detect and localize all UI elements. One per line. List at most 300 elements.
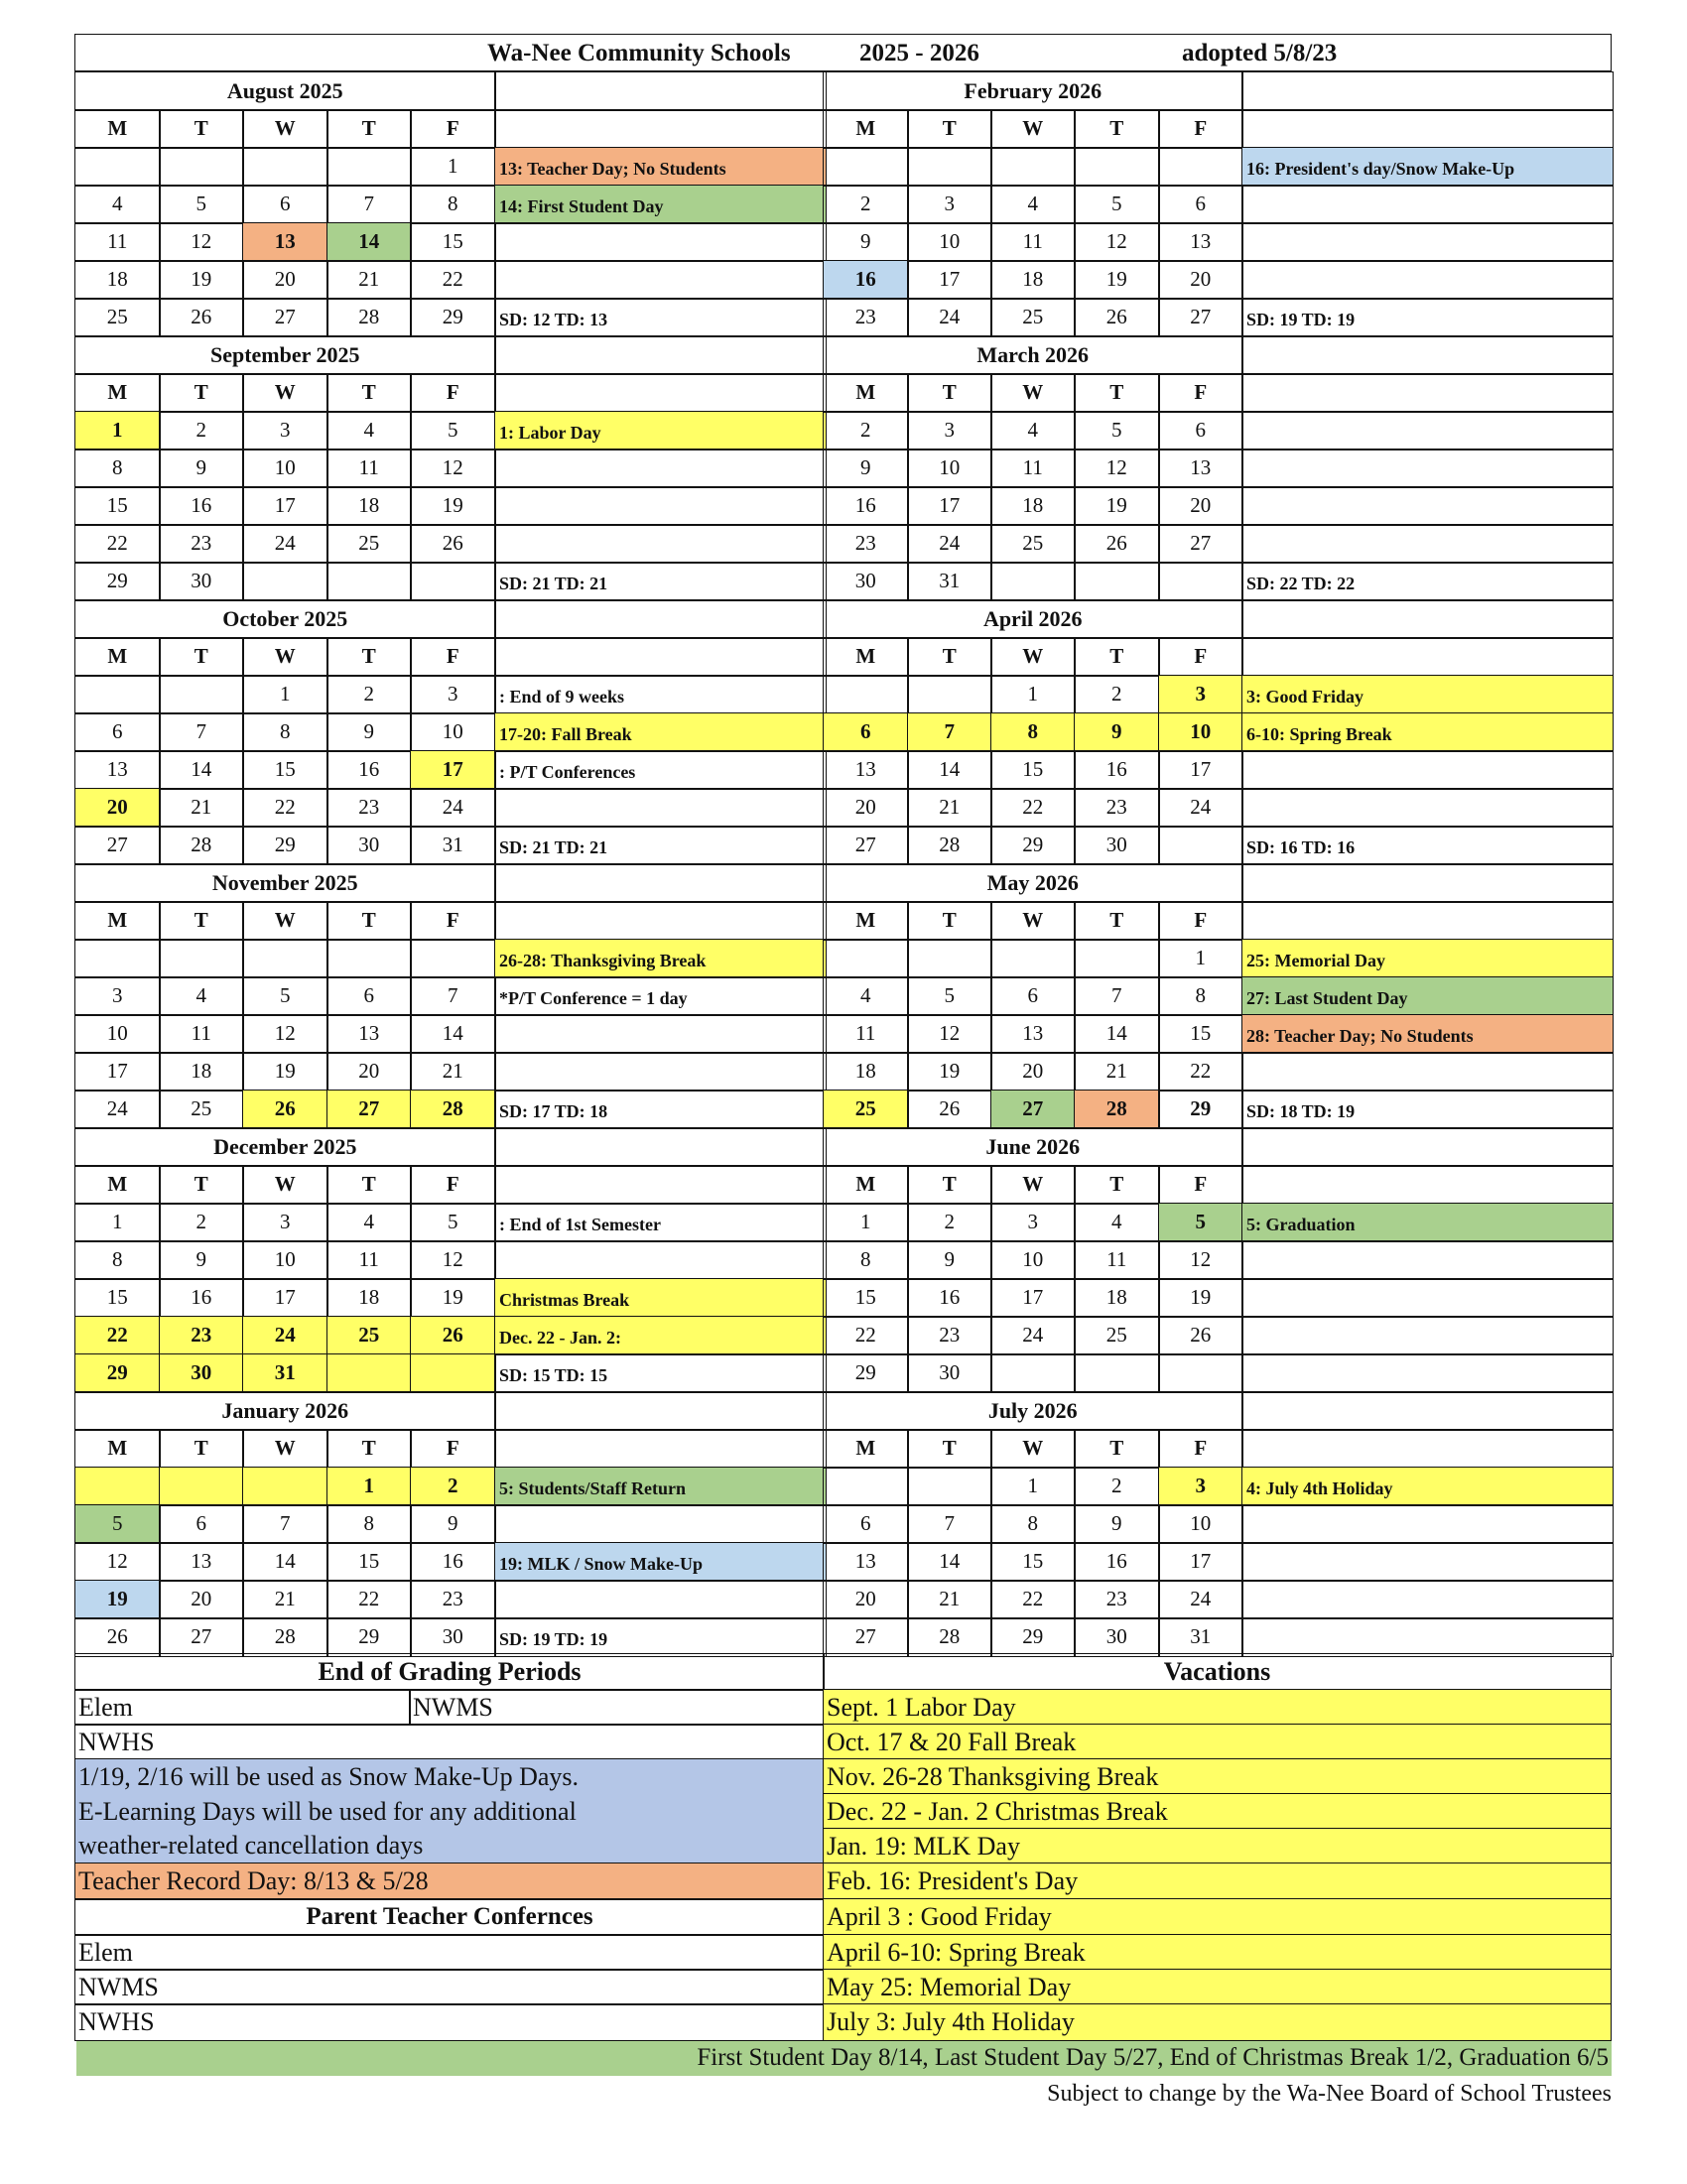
day-cell: 18: [159, 1052, 244, 1092]
day-cell: 16: [823, 486, 909, 526]
day-cell: 6: [1158, 185, 1243, 224]
day-cell: 8: [823, 1240, 909, 1280]
weekday-header: T: [907, 901, 992, 941]
snow-makeup-note: [74, 1758, 825, 1864]
day-cell: 24: [74, 1090, 161, 1129]
weekday-header: M: [74, 1429, 161, 1469]
day-cell: 7: [159, 712, 244, 752]
weekday-header: T: [907, 109, 992, 149]
day-cell: 15: [74, 1278, 161, 1318]
weekday-header: F: [410, 1165, 496, 1205]
event-cell-empty: [494, 1240, 827, 1280]
day-cell: 23: [1074, 1580, 1160, 1619]
day-cell: 1: [410, 147, 496, 187]
day-cell: 9: [1074, 1504, 1160, 1544]
day-cell: 14: [1074, 1014, 1160, 1054]
day-cell: 20: [242, 260, 328, 300]
day-cell: 8: [242, 712, 328, 752]
event-cell-empty: [494, 599, 827, 639]
day-cell: 27: [1158, 298, 1243, 337]
day-cell: [907, 939, 992, 978]
day-cell: 22: [326, 1580, 412, 1619]
event-note: : P/T Conferences: [494, 750, 827, 790]
weekday-header: M: [74, 1165, 161, 1205]
day-cell: 13: [1158, 222, 1243, 262]
day-cell: 18: [990, 260, 1076, 300]
day-cell: 6: [823, 712, 909, 752]
event-cell-empty: [1241, 524, 1614, 564]
weekday-header: M: [823, 637, 909, 677]
event-cell-empty: [1241, 788, 1614, 828]
day-cell: 9: [907, 1240, 992, 1280]
event-cell-empty: [1241, 1316, 1614, 1355]
weekday-header: T: [1074, 1165, 1160, 1205]
event-note: SD: 21 TD: 21: [494, 562, 827, 601]
day-cell: 29: [242, 826, 328, 865]
day-cell: 29: [74, 562, 161, 601]
day-cell: 3: [907, 185, 992, 224]
day-cell: [907, 675, 992, 714]
day-cell: 11: [990, 222, 1076, 262]
day-cell: 15: [823, 1278, 909, 1318]
day-cell: 28: [410, 1090, 496, 1129]
day-cell: 20: [990, 1052, 1076, 1092]
day-cell: 29: [990, 1617, 1076, 1657]
event-cell-empty: [494, 222, 827, 262]
day-cell: 20: [1158, 260, 1243, 300]
event-cell-empty: [1241, 1278, 1614, 1318]
day-cell: 15: [74, 486, 161, 526]
day-cell: 3: [1158, 675, 1243, 714]
day-cell: 11: [159, 1014, 244, 1054]
day-cell: 16: [326, 750, 412, 790]
grading-periods-header: End of Grading Periods: [74, 1653, 825, 1691]
day-cell: 7: [907, 712, 992, 752]
school-years: 2025 - 2026: [859, 40, 979, 66]
event-note: SD: 19 TD: 19: [1241, 298, 1614, 337]
weekday-header: T: [159, 373, 244, 413]
day-cell: [823, 147, 909, 187]
weekday-header: T: [1074, 1429, 1160, 1469]
day-cell: 12: [159, 222, 244, 262]
day-cell: 25: [990, 524, 1076, 564]
day-cell: 6: [990, 976, 1076, 1016]
month-title: January 2026: [74, 1391, 496, 1431]
event-cell-empty: [1241, 1504, 1614, 1544]
day-cell: 21: [242, 1580, 328, 1619]
day-cell: 4: [159, 976, 244, 1016]
event-cell-empty: [1241, 109, 1614, 149]
weekday-header: M: [74, 901, 161, 941]
day-cell: 28: [326, 298, 412, 337]
day-cell: 14: [159, 750, 244, 790]
day-cell: 14: [242, 1542, 328, 1582]
day-cell: 21: [907, 788, 992, 828]
day-cell: 11: [326, 1240, 412, 1280]
weekday-header: T: [1074, 373, 1160, 413]
day-cell: 27: [823, 826, 909, 865]
month-title: July 2026: [823, 1391, 1243, 1431]
event-cell-empty: [1241, 260, 1614, 300]
summary-bar: [76, 2041, 1612, 2076]
day-cell: 1: [990, 675, 1076, 714]
day-cell: 11: [1074, 1240, 1160, 1280]
event-cell-empty: [494, 71, 827, 111]
day-cell: 1: [242, 675, 328, 714]
vacations-header: Vacations: [823, 1653, 1612, 1691]
vacation-item: April 6-10: Spring Break: [823, 1934, 1612, 1971]
day-cell: 3: [1158, 1467, 1243, 1506]
day-cell: 4: [990, 185, 1076, 224]
event-cell-empty: [494, 788, 827, 828]
event-note: SD: 18 TD: 19: [1241, 1090, 1614, 1129]
event-note: SD: 22 TD: 22: [1241, 562, 1614, 601]
day-cell: [1074, 1353, 1160, 1393]
day-cell: 3: [242, 411, 328, 450]
event-cell-empty: [494, 1165, 827, 1205]
event-note: 27: Last Student Day: [1241, 976, 1614, 1016]
day-cell: 12: [410, 1240, 496, 1280]
day-cell: [242, 1467, 328, 1506]
day-cell: 16: [1074, 1542, 1160, 1582]
day-cell: [410, 939, 496, 978]
day-cell: 2: [1074, 1467, 1160, 1506]
weekday-header: T: [326, 373, 412, 413]
day-cell: [990, 939, 1076, 978]
day-cell: 31: [1158, 1617, 1243, 1657]
weekday-header: F: [1158, 1165, 1243, 1205]
day-cell: 30: [1074, 1617, 1160, 1657]
day-cell: 24: [990, 1316, 1076, 1355]
event-note: 28: Teacher Day; No Students: [1241, 1014, 1614, 1054]
day-cell: 10: [410, 712, 496, 752]
event-cell-empty: [494, 637, 827, 677]
event-cell-empty: [1241, 863, 1614, 903]
event-note: 13: Teacher Day; No Students: [494, 147, 827, 187]
day-cell: 19: [159, 260, 244, 300]
day-cell: 26: [410, 524, 496, 564]
day-cell: 29: [74, 1353, 161, 1393]
weekday-header: M: [74, 637, 161, 677]
day-cell: 13: [990, 1014, 1076, 1054]
day-cell: 15: [242, 750, 328, 790]
day-cell: 18: [990, 486, 1076, 526]
weekday-header: T: [159, 901, 244, 941]
day-cell: 18: [1074, 1278, 1160, 1318]
event-note: SD: 16 TD: 16: [1241, 826, 1614, 865]
day-cell: 26: [410, 1316, 496, 1355]
day-cell: [1158, 1353, 1243, 1393]
day-cell: 3: [74, 976, 161, 1016]
day-cell: 22: [74, 524, 161, 564]
day-cell: [410, 1353, 496, 1393]
event-cell-empty: [494, 486, 827, 526]
day-cell: 23: [823, 524, 909, 564]
weekday-header: T: [907, 373, 992, 413]
weekday-header: T: [159, 1165, 244, 1205]
day-cell: 6: [326, 976, 412, 1016]
day-cell: 7: [1074, 976, 1160, 1016]
day-cell: 23: [159, 524, 244, 564]
day-cell: 17: [1158, 750, 1243, 790]
day-cell: 30: [159, 562, 244, 601]
weekday-header: W: [990, 1429, 1076, 1469]
day-cell: 20: [1158, 486, 1243, 526]
day-cell: 23: [159, 1316, 244, 1355]
weekday-header: F: [410, 109, 496, 149]
day-cell: 25: [159, 1090, 244, 1129]
day-cell: 9: [159, 1240, 244, 1280]
day-cell: 9: [823, 449, 909, 488]
day-cell: 5: [410, 411, 496, 450]
event-cell-empty: [1241, 1429, 1614, 1469]
day-cell: 10: [74, 1014, 161, 1054]
day-cell: 16: [410, 1542, 496, 1582]
day-cell: 29: [326, 1617, 412, 1657]
day-cell: 11: [74, 222, 161, 262]
weekday-header: W: [242, 901, 328, 941]
day-cell: 7: [242, 1504, 328, 1544]
day-cell: [823, 939, 909, 978]
day-cell: 1: [823, 1203, 909, 1242]
day-cell: 23: [823, 298, 909, 337]
event-cell-empty: [494, 863, 827, 903]
day-cell: 21: [907, 1580, 992, 1619]
day-cell: 3: [410, 675, 496, 714]
day-cell: 8: [74, 1240, 161, 1280]
event-cell-empty: [1241, 411, 1614, 450]
event-note: 19: MLK / Snow Make-Up: [494, 1542, 827, 1582]
event-note: 5: Graduation: [1241, 1203, 1614, 1242]
weekday-header: M: [74, 109, 161, 149]
weekday-header: M: [823, 1165, 909, 1205]
day-cell: 27: [74, 826, 161, 865]
vacation-item: Dec. 22 - Jan. 2 Christmas Break: [823, 1793, 1612, 1830]
day-cell: 16: [823, 260, 909, 300]
day-cell: 4: [990, 411, 1076, 450]
day-cell: 5: [1074, 185, 1160, 224]
event-note: 6-10: Spring Break: [1241, 712, 1614, 752]
event-note: SD: 21 TD: 21: [494, 826, 827, 865]
day-cell: [159, 1467, 244, 1506]
day-cell: 4: [74, 185, 161, 224]
day-cell: 27: [1158, 524, 1243, 564]
event-cell-empty: [494, 109, 827, 149]
event-note: 3: Good Friday: [1241, 675, 1614, 714]
snow-note-line: E-Learning Days will be used for any additional: [78, 1797, 577, 1826]
day-cell: 8: [990, 712, 1076, 752]
snow-note-line: weather-related cancellation days: [78, 1831, 424, 1860]
day-cell: 30: [326, 826, 412, 865]
day-cell: 29: [823, 1353, 909, 1393]
day-cell: 9: [823, 222, 909, 262]
day-cell: 23: [1074, 788, 1160, 828]
day-cell: [74, 675, 161, 714]
event-cell-empty: [1241, 449, 1614, 488]
event-cell-empty: [494, 260, 827, 300]
day-cell: 10: [1158, 712, 1243, 752]
day-cell: 22: [410, 260, 496, 300]
weekday-header: F: [410, 901, 496, 941]
day-cell: 2: [823, 411, 909, 450]
day-cell: 4: [1074, 1203, 1160, 1242]
day-cell: 24: [410, 788, 496, 828]
day-cell: 24: [1158, 788, 1243, 828]
grading-nwhs: NWHS: [74, 1724, 825, 1760]
day-cell: 13: [823, 750, 909, 790]
day-cell: 2: [159, 411, 244, 450]
day-cell: 13: [1158, 449, 1243, 488]
day-cell: 1: [74, 1203, 161, 1242]
weekday-header: T: [326, 109, 412, 149]
day-cell: [242, 147, 328, 187]
day-cell: 30: [410, 1617, 496, 1657]
day-cell: 24: [1158, 1580, 1243, 1619]
weekday-header: T: [907, 1429, 992, 1469]
day-cell: 22: [990, 788, 1076, 828]
weekday-header: M: [823, 373, 909, 413]
ptc-nwhs: NWHS: [74, 2003, 825, 2041]
event-cell-empty: [494, 524, 827, 564]
day-cell: 31: [907, 562, 992, 601]
event-note: *P/T Conference = 1 day: [494, 976, 827, 1016]
day-cell: 29: [410, 298, 496, 337]
day-cell: 5: [74, 1504, 161, 1544]
vacation-item: July 3: July 4th Holiday: [823, 2003, 1612, 2041]
event-cell-empty: [1241, 373, 1614, 413]
day-cell: 22: [1158, 1052, 1243, 1092]
weekday-header: W: [242, 1165, 328, 1205]
day-cell: 27: [159, 1617, 244, 1657]
ptc-header: Parent Teacher Confernces: [74, 1898, 825, 1936]
day-cell: 12: [242, 1014, 328, 1054]
day-cell: 15: [990, 1542, 1076, 1582]
vacation-item: Jan. 19: MLK Day: [823, 1828, 1612, 1864]
summary-text: First Student Day 8/14, Last Student Day 5/27, End of Christmas Break 1/2, Graduation 6/5: [697, 2044, 1609, 2071]
day-cell: 19: [1158, 1278, 1243, 1318]
weekday-header: F: [1158, 901, 1243, 941]
day-cell: 16: [1074, 750, 1160, 790]
teacher-record-day: Teacher Record Day: 8/13 & 5/28: [74, 1863, 825, 1900]
weekday-header: F: [410, 637, 496, 677]
day-cell: 28: [242, 1617, 328, 1657]
event-cell-empty: [494, 1504, 827, 1544]
day-cell: 30: [159, 1353, 244, 1393]
day-cell: 1: [1158, 939, 1243, 978]
day-cell: [159, 147, 244, 187]
vacation-item: April 3 : Good Friday: [823, 1898, 1612, 1936]
day-cell: 26: [74, 1617, 161, 1657]
day-cell: 10: [242, 449, 328, 488]
day-cell: 9: [1074, 712, 1160, 752]
day-cell: [74, 1467, 161, 1506]
month-title: May 2026: [823, 863, 1243, 903]
weekday-header: F: [410, 373, 496, 413]
day-cell: 24: [907, 524, 992, 564]
day-cell: 19: [907, 1052, 992, 1092]
day-cell: 13: [159, 1542, 244, 1582]
day-cell: 20: [823, 1580, 909, 1619]
day-cell: 26: [1158, 1316, 1243, 1355]
weekday-header: W: [990, 637, 1076, 677]
day-cell: 8: [1158, 976, 1243, 1016]
day-cell: 24: [242, 524, 328, 564]
event-cell-empty: [1241, 1240, 1614, 1280]
event-cell-empty: [1241, 1580, 1614, 1619]
day-cell: 15: [1158, 1014, 1243, 1054]
day-cell: 10: [907, 222, 992, 262]
day-cell: 2: [907, 1203, 992, 1242]
event-cell-empty: [1241, 901, 1614, 941]
day-cell: 12: [410, 449, 496, 488]
day-cell: [907, 147, 992, 187]
day-cell: 27: [326, 1090, 412, 1129]
day-cell: 10: [990, 1240, 1076, 1280]
event-cell-empty: [494, 1580, 827, 1619]
day-cell: 22: [242, 788, 328, 828]
day-cell: 17: [990, 1278, 1076, 1318]
day-cell: 25: [326, 1316, 412, 1355]
day-cell: [907, 1467, 992, 1506]
day-cell: [74, 147, 161, 187]
day-cell: 26: [242, 1090, 328, 1129]
day-cell: 22: [990, 1580, 1076, 1619]
day-cell: 19: [1074, 486, 1160, 526]
day-cell: 15: [990, 750, 1076, 790]
day-cell: 18: [74, 260, 161, 300]
weekday-header: W: [242, 637, 328, 677]
day-cell: 23: [410, 1580, 496, 1619]
day-cell: 6: [1158, 411, 1243, 450]
day-cell: [990, 147, 1076, 187]
disclaimer: Subject to change by the Wa-Nee Board of School Trustees: [1047, 2081, 1612, 2107]
weekday-header: T: [326, 1429, 412, 1469]
day-cell: 19: [74, 1580, 161, 1619]
day-cell: 3: [990, 1203, 1076, 1242]
day-cell: 25: [74, 298, 161, 337]
weekday-header: M: [823, 109, 909, 149]
event-note: 5: Students/Staff Return: [494, 1467, 827, 1506]
event-cell-empty: [1241, 599, 1614, 639]
weekday-header: T: [907, 1165, 992, 1205]
day-cell: 25: [1074, 1316, 1160, 1355]
event-cell-empty: [494, 373, 827, 413]
ptc-elem: Elem: [74, 1934, 825, 1971]
event-cell-empty: [494, 901, 827, 941]
day-cell: 13: [74, 750, 161, 790]
day-cell: 6: [242, 185, 328, 224]
day-cell: 20: [74, 788, 161, 828]
day-cell: 21: [159, 788, 244, 828]
day-cell: 5: [1074, 411, 1160, 450]
adopted-date: adopted 5/8/23: [1182, 40, 1338, 66]
day-cell: 7: [907, 1504, 992, 1544]
day-cell: 8: [326, 1504, 412, 1544]
day-cell: [74, 939, 161, 978]
day-cell: 21: [1074, 1052, 1160, 1092]
weekday-header: T: [1074, 901, 1160, 941]
day-cell: 17: [242, 1278, 328, 1318]
day-cell: 8: [990, 1504, 1076, 1544]
day-cell: 27: [990, 1090, 1076, 1129]
day-cell: 30: [907, 1353, 992, 1393]
event-note: SD: 12 TD: 13: [494, 298, 827, 337]
event-cell-empty: [1241, 222, 1614, 262]
weekday-header: W: [990, 1165, 1076, 1205]
day-cell: [159, 939, 244, 978]
day-cell: 20: [326, 1052, 412, 1092]
day-cell: 15: [326, 1542, 412, 1582]
